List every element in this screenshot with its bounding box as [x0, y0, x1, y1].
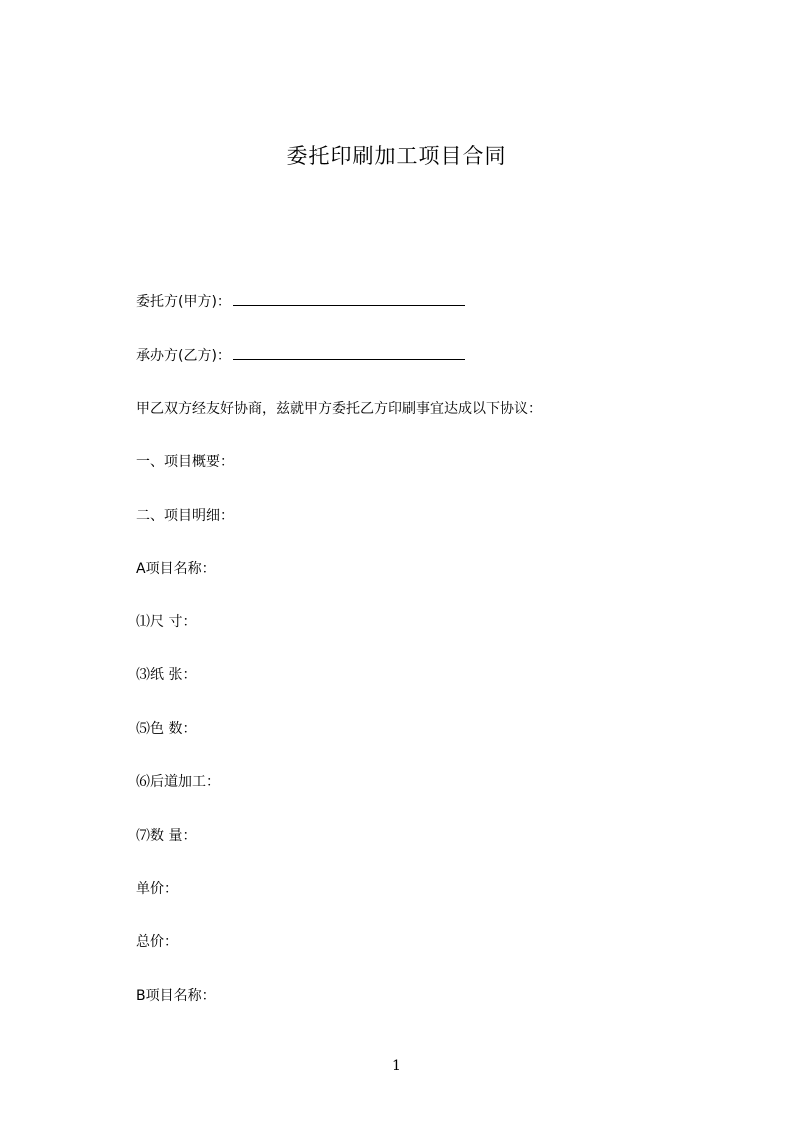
item-total-price: 总价： [136, 934, 178, 950]
item-colors: ⑸色 数： [136, 721, 197, 737]
party-a-line [136, 291, 465, 312]
page-number: 1 [392, 1058, 401, 1074]
item-a-name: A项目名称： [136, 561, 216, 577]
item-size: ⑴尺 寸： [136, 614, 197, 630]
item-post-processing: ⑹后道加工： [136, 774, 220, 790]
party-b-blank [233, 345, 465, 360]
section-project-overview: 一、项目概要： [136, 454, 234, 470]
item-paper: ⑶纸 张： [136, 667, 197, 683]
item-unit-price: 单价： [136, 881, 178, 897]
party-a-label: 委托方(甲方)： [136, 294, 231, 310]
item-b-name: B项目名称： [136, 988, 216, 1004]
party-b-label: 承办方(乙方)： [136, 348, 231, 364]
item-quantity: ⑺数 量： [136, 828, 197, 844]
party-a-blank [233, 291, 465, 306]
intro-paragraph: 甲乙双方经友好协商，兹就甲方委托乙方印刷事宜达成以下协议： [136, 401, 542, 417]
party-b-line [136, 345, 465, 366]
document-title: 委托印刷加工项目合同 [286, 144, 507, 168]
section-project-details: 二、项目明细： [136, 508, 234, 524]
